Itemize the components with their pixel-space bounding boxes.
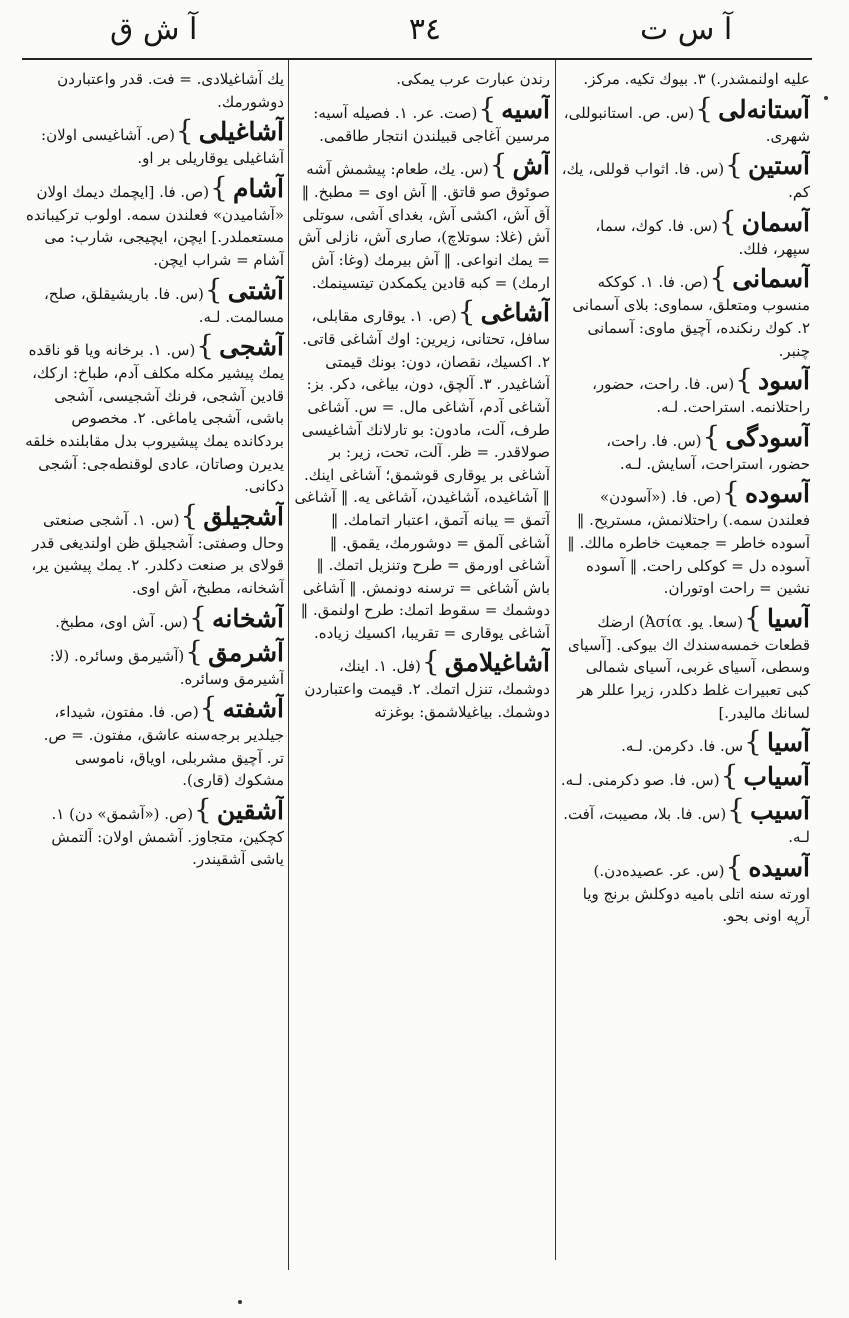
headword: آسياب [743, 762, 810, 792]
brace-glyph: } [478, 91, 497, 125]
headword: آشام [233, 173, 284, 203]
definition-text: (س. فا. راحت، حضور، راحتلانمه. استراحت. لـه. [592, 375, 810, 417]
column-left [22, 68, 284, 1298]
headword: آسيب [750, 796, 810, 826]
definition-text: (س. فا. بلا، مصيبت، آفت. لـه. [563, 805, 810, 847]
headword: آشفته [222, 694, 284, 724]
brace-glyph: } [744, 600, 762, 634]
footer-dot [238, 1300, 242, 1304]
definition-text: (س. فا. راحت، حضور، استراحت، آسايش. لـه. [606, 431, 810, 473]
dictionary-entry [560, 91, 810, 148]
brace-glyph: } [185, 634, 204, 668]
dictionary-entry [292, 295, 550, 644]
definition-text: (س. ص. استانبوللى، شهرى. [563, 103, 810, 145]
brace-glyph: } [194, 792, 212, 826]
definition-text: س. فا. دكرمن. لـه. [621, 737, 744, 756]
definition-text: يك آشاغيلادى. = فت. قدر واعتباردن دوشورمك. [57, 70, 284, 111]
dictionary-entry [560, 68, 810, 91]
headword: آشاغيلى [198, 117, 284, 147]
definition-text: (س. يك، طعام: پيشمش آشه صوئوق صو قاتق. ‖ آش اوى = مطبخ. ‖ آق آش، اكشى آش، بغداى آشى، سوتلى آش (غلا: سوتلاچ)، صارى آش، نازلى آش = يمك انواعى. ‖ آش بيرمك (وغا: آش ارمك) = كبه قادين يكمكدن تيتسينمك. [298, 160, 550, 292]
dictionary-entry [560, 793, 810, 849]
dictionary-entry [560, 759, 810, 793]
brace-glyph: } [744, 725, 762, 759]
dictionary-entry [22, 600, 284, 634]
headword: آسود [758, 366, 810, 396]
dictionary-entry [560, 849, 810, 928]
dictionary-entry [22, 114, 284, 170]
dictionary-entry [22, 329, 284, 498]
definition-text: (ص. ١. يوقارى مقابلى، سافل، تحتانى، زيرين: اوك آشاغى قاتى. ٢. اكسيك، نقصان، دون: بونك قيمتى آشاغيدر. ٣. آلچق، دون، بياغى، دكر. بز: آشاغى آدم، آشاغى مال. = س. آشاغى طرف، آلت، مادون: بو تارلانك آشاغيسى صولاقدر. = ظر. آلت، تحت، زير: بر آشاغى بر يوقارى قوشمق؛ آشاغى اينك. ‖ آشاغيده، آشاغيدن، آشاغى يه. ‖ آشاغى آتمق = يبانه آتمق، اعتبار اتمامك. ‖ آشاغى آلمق = دوشورمك، يقمق. ‖ آشاغى اورمق = طرح وتنزيل اتمك. ‖ باش آشاغى = ترسنه دونمش. ‖ آشاغى دوشمك = سقوط اتمك: طرح اولنمق. ‖ آشاغى يوقارى = تقريبا، اكسيك زياده. [294, 307, 550, 642]
dictionary-entry [292, 148, 550, 294]
headword: آستانه‌لى [718, 94, 810, 124]
definition-text: (آشيرمق وسائره. (لا: آشيرمق وسائره. [49, 646, 284, 688]
definition-text: (صت. عر. ١. فصيله آسيه: مرسين آغاجى قبيلندن انتجار طاقمى. [313, 103, 550, 145]
header-left-guide-letters: آ ش ق [110, 12, 198, 47]
brace-glyph: } [457, 295, 476, 329]
header-rule [22, 58, 812, 60]
definition-text: (س. عر. عصيده‌دن.) اورته سنه اتلى باميه دوكلش برنج ويا آرپه اونى بحو. [582, 861, 810, 926]
headword: آسيا [766, 603, 810, 633]
definition-text: (ص. آشاغيسى اولان: آشاغيلى يوقاريلى بر او. [41, 126, 284, 168]
definition-text: (س. فا. اثواب قوللى، يك، كم. [561, 160, 810, 202]
brace-glyph: } [722, 476, 740, 510]
brace-glyph: } [735, 363, 754, 397]
headword: آشجى [219, 332, 284, 362]
column-divider-right [555, 60, 556, 1260]
definition-text: (س. فا. كوك، سما، سپهر، فلك. [595, 216, 810, 258]
dictionary-entry [292, 91, 550, 148]
headword: آشجيلق [203, 501, 284, 531]
dictionary-entry [22, 792, 284, 871]
dictionary-entry [560, 600, 810, 724]
brace-glyph: } [709, 261, 728, 295]
headword: آسوده [744, 479, 810, 509]
headword: آشاغى [480, 298, 550, 328]
headword: آسودگى [725, 422, 810, 452]
dictionary-entry [560, 725, 810, 759]
definition-text: (س. فا. باريشيقلق، صلح، مسالمت. لـه. [43, 284, 284, 326]
definition-text: (س. ١. برخانه ويا قو ناقده يمك پيشير مكله مكلف آدم، طباخ: اركك، قادين آشجى، فرنك آشجيسى، آشجى باشى، آشجى ياماغى. ٢. مخصوص بردكانده يمك پيشيروب بدل مقابلنده خلقه يديرن وصاتان، عادى لوقنطه‌جى: آشجى دكانى. [25, 341, 284, 496]
brace-glyph: } [725, 148, 743, 182]
definition-text: (ص. فا. مفتون، شيداء، جيلدير برجه‌سنه عاشق، مفتون. = ص. تر. آچيق مشربلى، اوياق، ناموسى مشكوك (قارى). [43, 703, 284, 790]
definition-text: (ص. فا. («آسودن» فعلندن سمه.) راحتلانمش، مستريح. ‖ آسوده خاطر = جمعيت خاطره مالك. ‖ آسوده دل = كوكلى راحت. ‖ آسوده نشين = راحت اوتوران. [567, 488, 810, 598]
column-right [560, 68, 810, 1298]
dictionary-entry [22, 170, 284, 272]
headword: آسمانى [732, 264, 810, 294]
brace-glyph: } [199, 691, 218, 725]
dictionary-entry [292, 645, 550, 723]
column-divider-left [288, 60, 289, 1270]
brace-glyph: } [702, 419, 721, 453]
headword: آش [512, 151, 550, 181]
definition-text: عليه اولنمشدر.) ٣. بيوك تكيه. مركز. [583, 70, 810, 88]
column-middle [292, 68, 550, 1298]
headword: آسمان [741, 207, 810, 237]
headword: آشرمق [208, 637, 284, 667]
brace-glyph: } [489, 148, 508, 182]
dictionary-entry [560, 363, 810, 419]
headword: آسيه [501, 94, 550, 124]
brace-glyph: } [727, 793, 745, 827]
definition-text: (سعا. يو. Ἀσία) ارضك قطعات خمسه‌سندك اك بيوكى. [آسياى وسطى، آسياى غربى، آسياى شمالى كبى تعبيرات غلط دكلدر، زيرا عللر هر لسانك ماليدر.] [568, 612, 810, 722]
dictionary-entry [22, 272, 284, 329]
headword: آشقين [216, 795, 284, 825]
headword: آسيا [766, 728, 810, 758]
brace-glyph: } [189, 600, 207, 634]
header-right-guide-letters: آ س ت [640, 12, 733, 47]
headword: آشتى [227, 275, 284, 305]
brace-glyph: } [718, 204, 737, 238]
dictionary-entry [560, 148, 810, 204]
definition-text: (ص. فا. ١. كوككه منسوب ومتعلق، سماوى: بلاى آسمانى ٢. كوك رنكنده، آچيق ماوى: آسمانى چنبر. [572, 273, 810, 360]
dictionary-entry [22, 68, 284, 113]
brace-glyph: } [725, 849, 744, 883]
definition-text: (ص. («آشمق» دن) ١. كچكين، متجاوز. آشمش اولان: آلتمش ياشى آشقيندر. [51, 804, 284, 869]
brace-glyph: } [695, 91, 714, 125]
definition-text: (فل. ١. اينك، دوشمك، تنزل اتمك. ٢. قيمت واعتباردن دوشمك. بياغيلاشمق: بوغزته [304, 657, 550, 722]
definition-text: (ص. فا. [ايچمك ديمك اولان «آشاميدن» فعلندن سمه. اولوب تركيبانده مستعملدر.] ايچن، ايچيجى، شارب: مى آشام = شراب ايچن. [26, 182, 284, 269]
dictionary-entry [560, 261, 810, 362]
definition-text: (س. آش اوى، مطبخ. [55, 612, 189, 631]
definition-text: (س. فا. صو دكرمنى. لـه. [560, 771, 720, 790]
headword: آشخانه [211, 603, 284, 633]
brace-glyph: } [720, 759, 739, 793]
dictionary-entry [292, 68, 550, 91]
dictionary-entry [22, 691, 284, 792]
dictionary-entry [22, 634, 284, 691]
dictionary-entry [560, 419, 810, 476]
headword: آستين [747, 151, 810, 181]
dictionary-entry [560, 476, 810, 599]
headword: آشاغيلامق [444, 648, 550, 678]
dictionary-entry [560, 204, 810, 261]
brace-glyph: } [421, 645, 440, 679]
brace-glyph: } [175, 114, 194, 148]
brace-glyph: } [196, 329, 215, 363]
headword: آسيده [748, 852, 810, 882]
page-header [0, 0, 849, 60]
definition-text: (س. ١. آشجى صنعتى وحال وصفتى: آشجيلق ظن اولنديغى قدر قولاى بر صنعت دكلدر. ٢. يمك پيشين ير، آشخانه، مطبخ، آش اوى. [31, 510, 284, 597]
page-number: ٣٤ [408, 12, 442, 47]
definition-text: رندن عبارت عرب يمكى. [396, 70, 550, 88]
brace-glyph: } [204, 272, 223, 306]
margin-mark [824, 96, 828, 100]
dictionary-entry [22, 498, 284, 600]
brace-glyph: } [180, 498, 199, 532]
brace-glyph: } [210, 170, 228, 204]
